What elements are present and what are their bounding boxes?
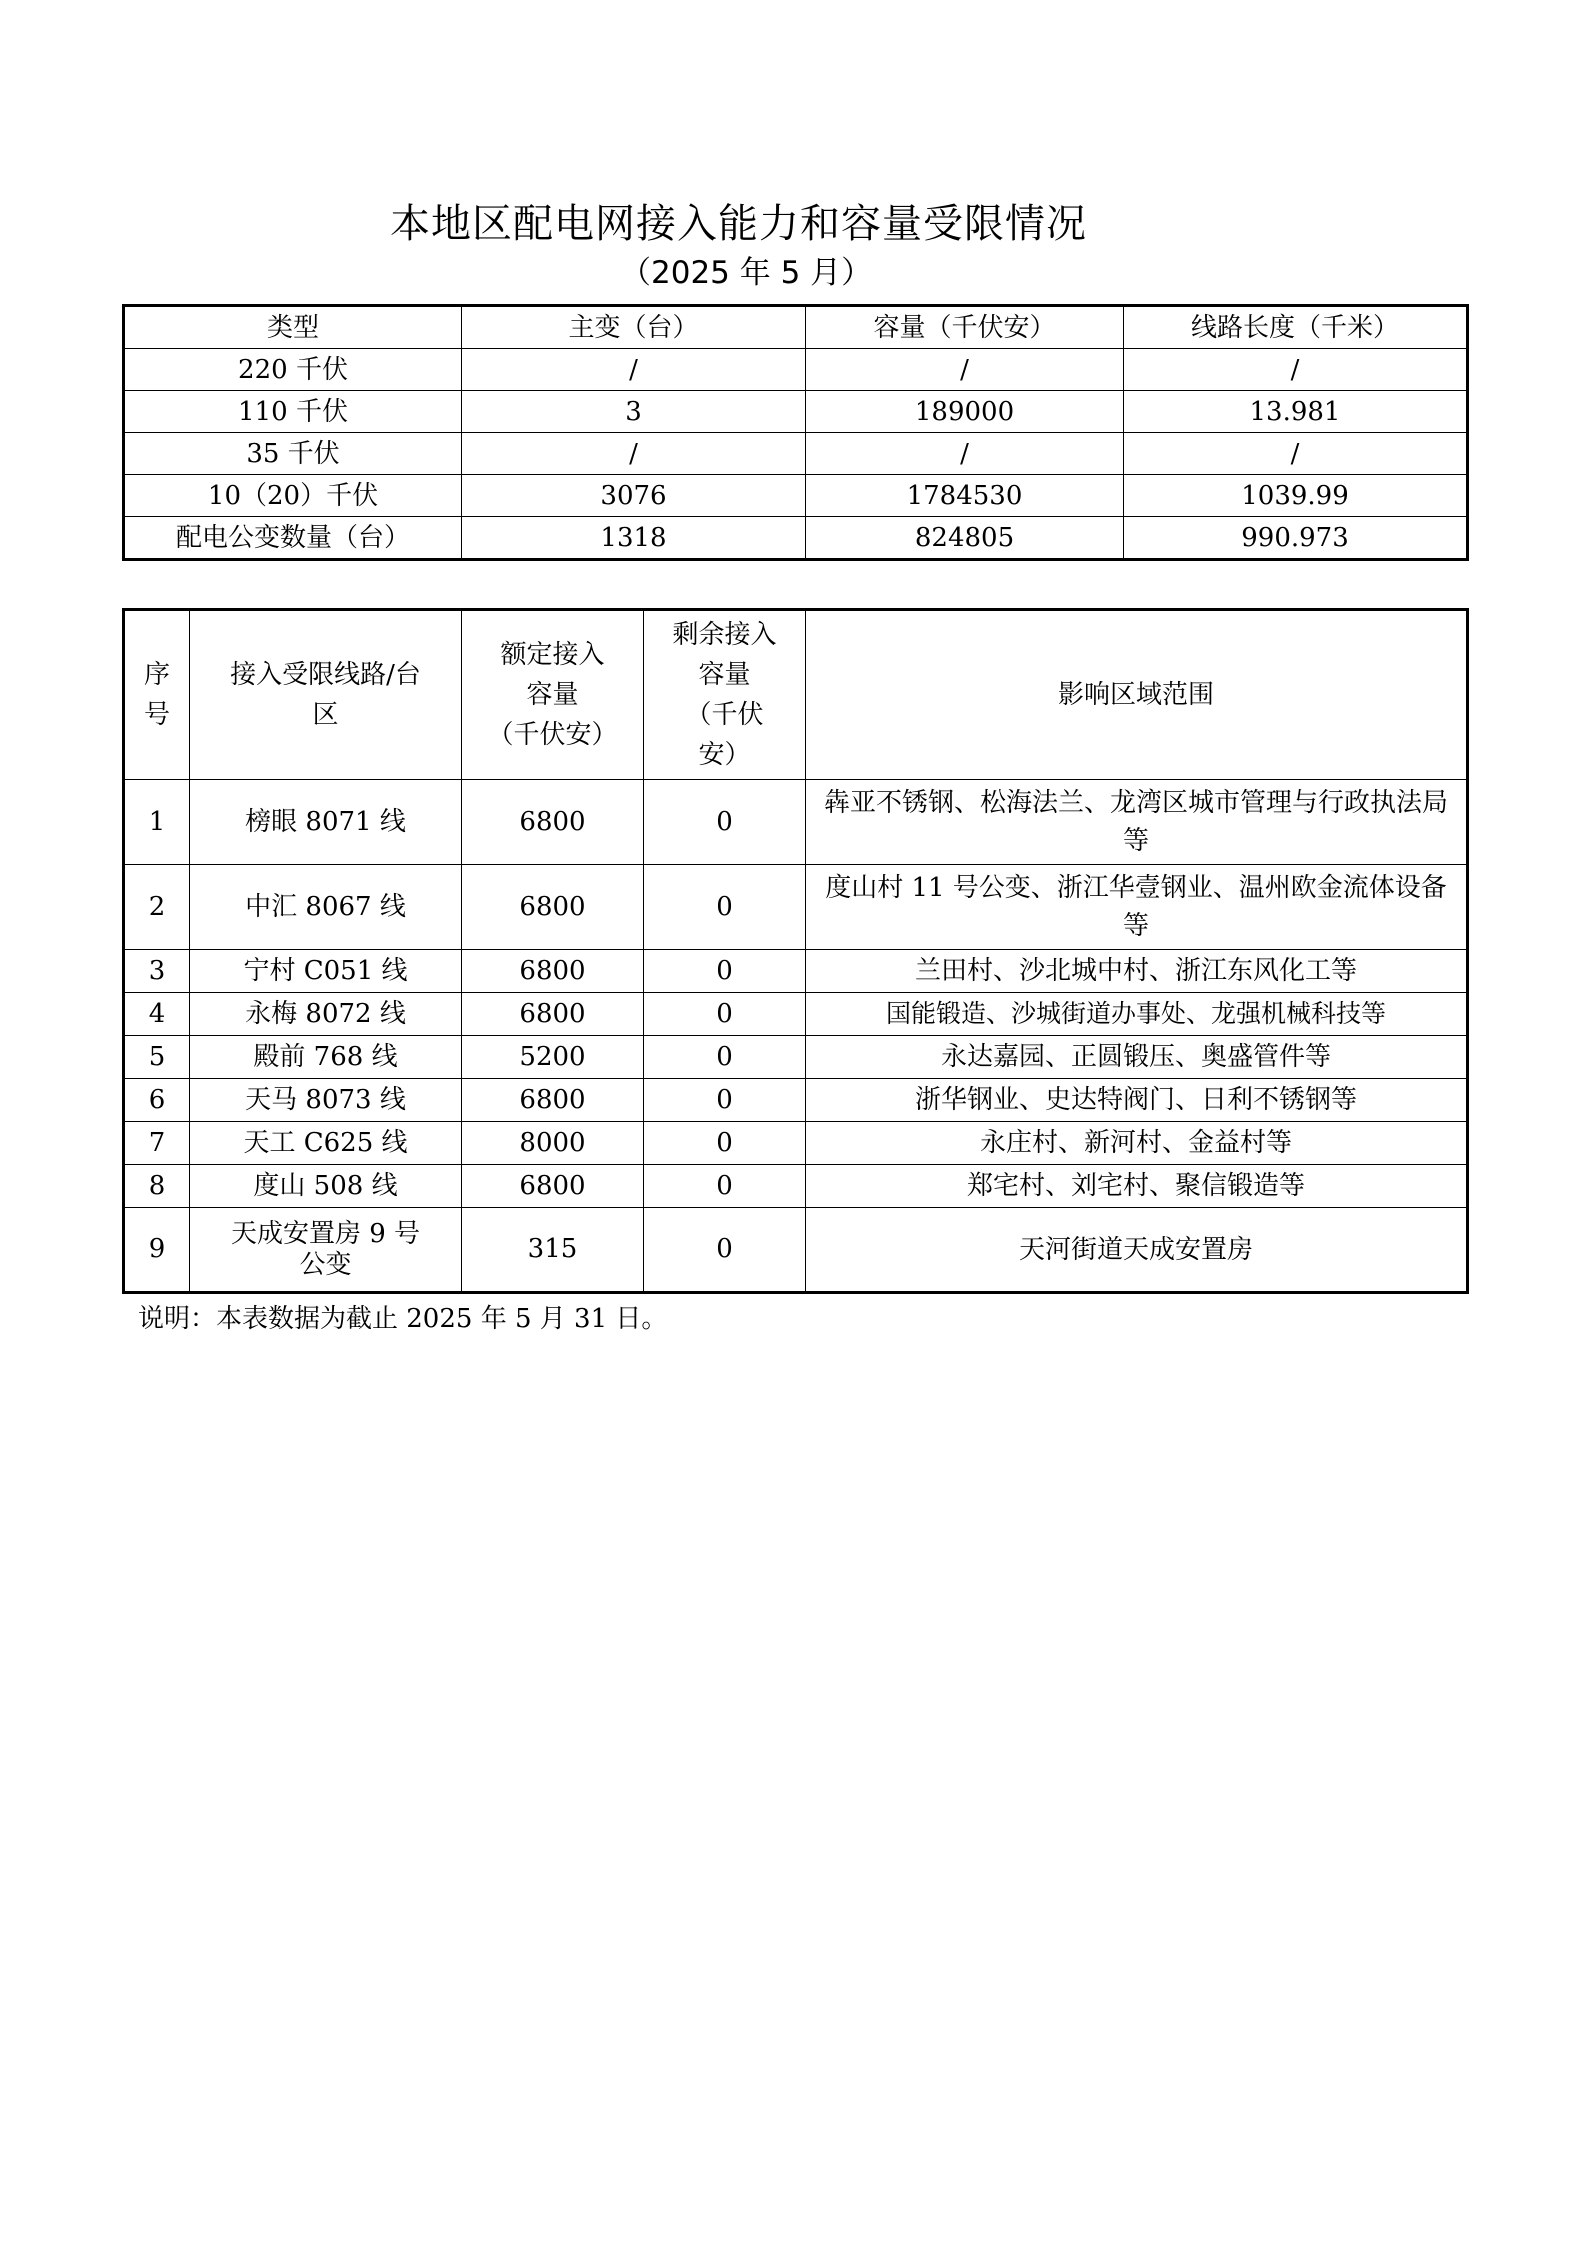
summary-row [124,391,1468,433]
summary-cell: / [462,433,806,475]
summary-cell: / [806,433,1124,475]
summary-cell: 10（20）千伏 [124,475,462,517]
footnote: 说明：本表数据为截止 2025 年 5 月 31 日。 [138,1304,668,1334]
summary-cell: 配电公变数量（台） [124,517,462,560]
summary-row [124,349,1468,391]
summary-cell: 110 千伏 [124,391,462,433]
table-row [124,1036,1468,1079]
row-index: 2 [124,865,190,950]
row-line: 永梅 8072 线 [190,993,462,1036]
row-index: 5 [124,1036,190,1079]
row-remaining: 0 [644,780,806,865]
summary-header-row [124,306,1468,349]
summary-cell: 1318 [462,517,806,560]
row-line: 度山 508 线 [190,1165,462,1208]
summary-cell: / [462,349,806,391]
summary-cell: 3076 [462,475,806,517]
row-remaining: 0 [644,865,806,950]
summary-header-transformers: 主变（台） [462,306,806,349]
row-remaining: 0 [644,1079,806,1122]
row-remaining: 0 [644,993,806,1036]
detail-header-index: 序 号 [124,610,190,780]
summary-row [124,517,1468,560]
summary-header-capacity: 容量（千伏安） [806,306,1124,349]
row-line: 榜眼 8071 线 [190,780,462,865]
page-title: 本地区配电网接入能力和容量受限情况 [390,201,1087,247]
row-impact: 永达嘉园、正圆锻压、奥盛管件等 [806,1036,1468,1079]
row-line: 宁村 C051 线 [190,950,462,993]
row-rated: 6800 [462,780,644,865]
row-index: 8 [124,1165,190,1208]
row-rated: 8000 [462,1122,644,1165]
row-index: 1 [124,780,190,865]
summary-row [124,475,1468,517]
table-row [124,950,1468,993]
table-row [124,780,1468,865]
row-index: 4 [124,993,190,1036]
detail-header-remaining-capacity: 剩余接入 容量 （千伏 安） [644,610,806,780]
row-impact: 天河街道天成安置房 [806,1208,1468,1293]
row-line: 殿前 768 线 [190,1036,462,1079]
summary-cell: 990.973 [1124,517,1468,560]
detail-header-impact-area: 影响区域范围 [806,610,1468,780]
row-line: 天成安置房 9 号公变 [190,1208,462,1293]
summary-cell: 824805 [806,517,1124,560]
detail-table [122,608,1469,1294]
summary-cell: / [1124,433,1468,475]
row-line: 天工 C625 线 [190,1122,462,1165]
row-rated: 5200 [462,1036,644,1079]
summary-cell: 3 [462,391,806,433]
row-impact: 郑宅村、刘宅村、聚信锻造等 [806,1165,1468,1208]
row-line: 中汇 8067 线 [190,865,462,950]
row-rated: 6800 [462,993,644,1036]
page-subtitle: （2025 年 5 月） [620,255,873,291]
summary-cell: 13.981 [1124,391,1468,433]
row-rated: 6800 [462,1165,644,1208]
row-remaining: 0 [644,1036,806,1079]
summary-header-line-length: 线路长度（千米） [1124,306,1468,349]
row-index: 9 [124,1208,190,1293]
table-row [124,993,1468,1036]
row-rated: 315 [462,1208,644,1293]
table-row [124,1122,1468,1165]
detail-header-row [124,610,1468,780]
row-impact: 度山村 11 号公变、浙江华壹钢业、温州欧金流体设备等 [806,865,1468,950]
summary-cell: 220 千伏 [124,349,462,391]
row-line: 天马 8073 线 [190,1079,462,1122]
row-remaining: 0 [644,1122,806,1165]
row-rated: 6800 [462,865,644,950]
row-remaining: 0 [644,950,806,993]
row-index: 7 [124,1122,190,1165]
row-impact: 国能锻造、沙城街道办事处、龙强机械科技等 [806,993,1468,1036]
row-remaining: 0 [644,1208,806,1293]
summary-row [124,433,1468,475]
row-impact: 犇亚不锈钢、松海法兰、龙湾区城市管理与行政执法局等 [806,780,1468,865]
row-rated: 6800 [462,950,644,993]
table-row [124,1208,1468,1293]
row-impact: 永庄村、新河村、金益村等 [806,1122,1468,1165]
row-index: 3 [124,950,190,993]
row-remaining: 0 [644,1165,806,1208]
row-impact: 浙华钢业、史达特阀门、日利不锈钢等 [806,1079,1468,1122]
summary-table [122,304,1469,561]
row-rated: 6800 [462,1079,644,1122]
row-impact: 兰田村、沙北城中村、浙江东风化工等 [806,950,1468,993]
table-row [124,865,1468,950]
summary-header-type: 类型 [124,306,462,349]
summary-cell: / [806,349,1124,391]
table-row [124,1165,1468,1208]
summary-cell: 35 千伏 [124,433,462,475]
row-index: 6 [124,1079,190,1122]
summary-cell: 1039.99 [1124,475,1468,517]
summary-cell: 1784530 [806,475,1124,517]
summary-cell: / [1124,349,1468,391]
detail-header-line: 接入受限线路/台 区 [190,610,462,780]
summary-cell: 189000 [806,391,1124,433]
detail-header-rated-capacity: 额定接入 容量 （千伏安） [462,610,644,780]
table-row [124,1079,1468,1122]
